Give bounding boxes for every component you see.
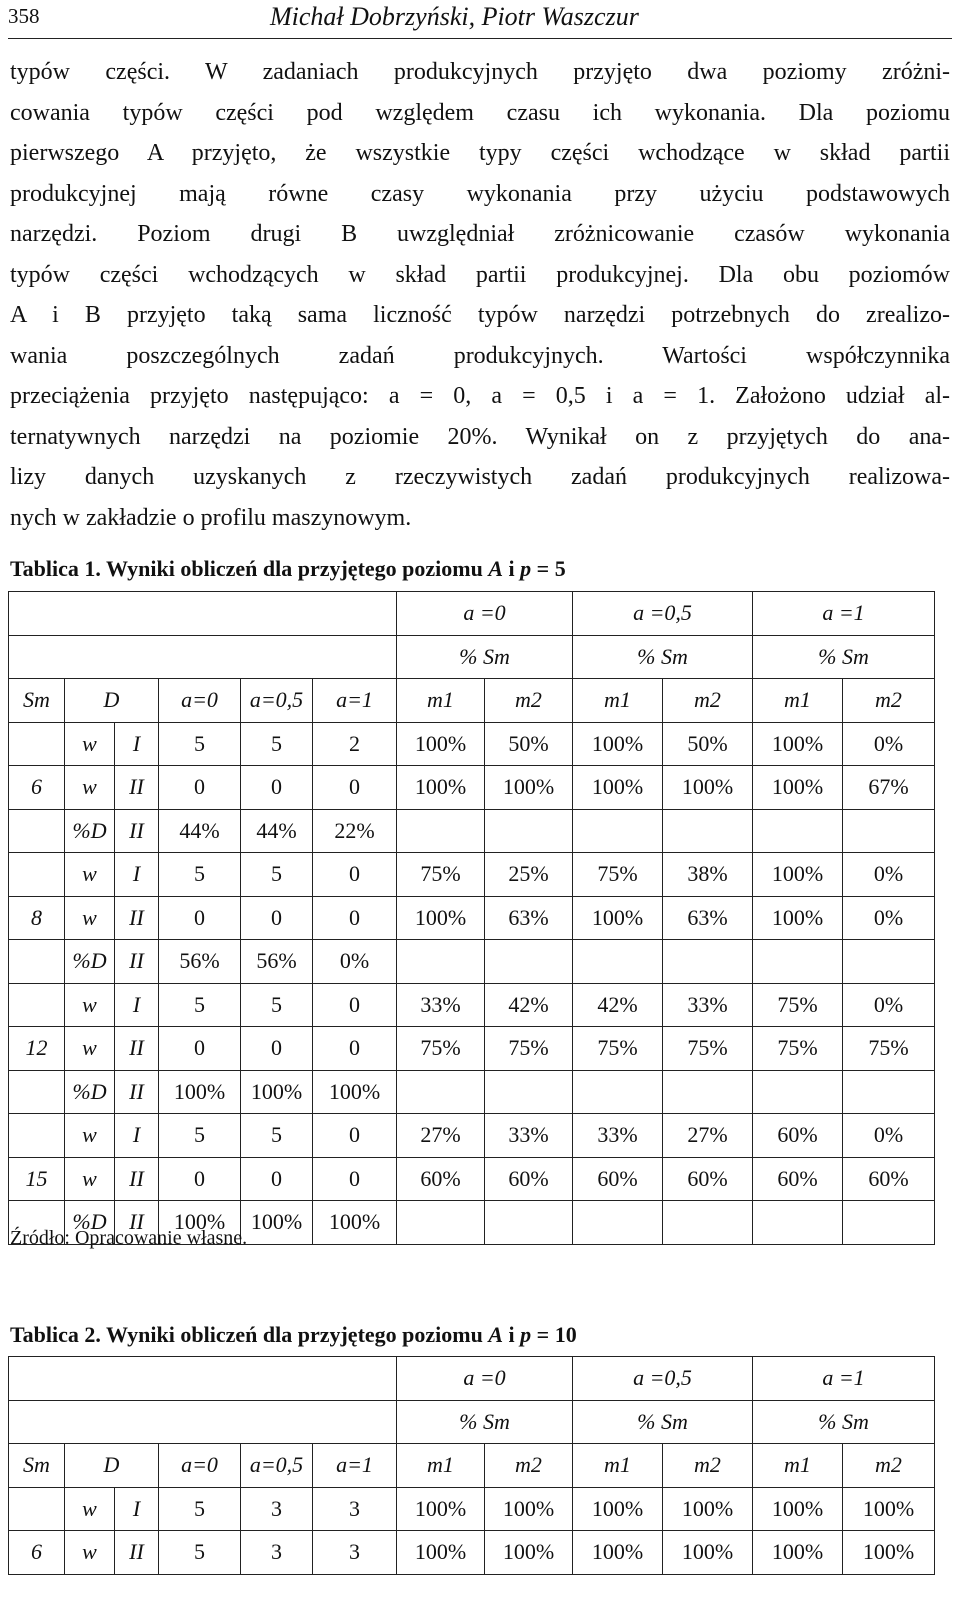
table-cell: w <box>65 1531 115 1575</box>
table-cell: 0 <box>241 1027 313 1071</box>
table-row <box>9 722 935 766</box>
table-cell: 5 <box>241 983 313 1027</box>
column-header-cell: m2 <box>663 1444 753 1488</box>
table-cell: 100% <box>753 722 843 766</box>
table-cell: 50% <box>663 722 753 766</box>
table1-caption-level: A <box>488 556 504 581</box>
table-cell <box>663 940 753 984</box>
table-cell <box>9 983 65 1027</box>
header-unit-cell: % Sm <box>573 635 753 679</box>
header-group-cell: a =0 <box>397 1357 573 1401</box>
table-cell <box>753 1201 843 1245</box>
table-cell: 0% <box>843 722 935 766</box>
table2-caption-level: A <box>488 1322 504 1347</box>
table2-caption-eq: = 10 <box>536 1322 577 1347</box>
table-row <box>9 1114 935 1158</box>
table-cell: 100% <box>241 1201 313 1245</box>
table-cell: 100% <box>663 766 753 810</box>
table-cell: 75% <box>397 1027 485 1071</box>
table-cell: 60% <box>663 1157 753 1201</box>
table-row <box>9 1070 935 1114</box>
table-cell: 56% <box>159 940 241 984</box>
table-cell: %D <box>65 809 115 853</box>
table1-caption <box>10 556 566 582</box>
table-row <box>9 853 935 897</box>
table-cell: I <box>115 983 159 1027</box>
table-cell: 33% <box>663 983 753 1027</box>
header-row <box>9 1444 935 1488</box>
table-cell: 25% <box>485 853 573 897</box>
table-row <box>9 896 935 940</box>
body-line: A i B przyjęto taką sama liczność typów narzędzi potrzebnych do zrealizo- <box>10 302 950 328</box>
table-cell: 60% <box>753 1114 843 1158</box>
table-cell: 100% <box>397 1531 485 1575</box>
table-cell: w <box>65 722 115 766</box>
table-cell: II <box>115 1070 159 1114</box>
table2-caption-text: Wyniki obliczeń dla przyjętego poziomu <box>106 1322 483 1347</box>
table-cell: 0 <box>313 896 397 940</box>
table-cell: 0 <box>159 1027 241 1071</box>
table-cell: 5 <box>159 1531 241 1575</box>
table-cell: 5 <box>241 722 313 766</box>
table-cell: 75% <box>663 1027 753 1071</box>
header-unit-cell: % Sm <box>753 635 935 679</box>
column-header-cell: D <box>65 679 159 723</box>
table-cell: 3 <box>241 1531 313 1575</box>
table-cell: 100% <box>573 722 663 766</box>
column-header-cell: a=1 <box>313 679 397 723</box>
body-line: produkcyjnej mają równe czasy wykonania przy użyciu podstawowych <box>10 180 950 207</box>
body-line: typów części. W zadaniach produkcyjnych przyjęto dwa poziomy zróżni- <box>10 59 950 85</box>
header-row <box>9 635 935 679</box>
header-unit-cell: % Sm <box>573 1400 753 1444</box>
table-cell: 5 <box>159 1487 241 1531</box>
header-group-cell: a =0,5 <box>573 1357 753 1401</box>
table-cell: 0 <box>159 1157 241 1201</box>
table-cell: 100% <box>663 1487 753 1531</box>
table-cell <box>397 809 485 853</box>
table-cell: 100% <box>753 896 843 940</box>
table1-caption-conj: i <box>508 556 515 581</box>
table-cell <box>9 722 65 766</box>
table-cell: 0% <box>313 940 397 984</box>
table-cell: II <box>115 1531 159 1575</box>
table-cell <box>573 809 663 853</box>
body-line: wania poszczególnych zadań produkcyjnych. Wartości współczynnika <box>10 342 950 369</box>
table-cell: 100% <box>573 766 663 810</box>
table-cell: 100% <box>485 1487 573 1531</box>
body-paragraph <box>10 52 950 538</box>
table-cell: 60% <box>485 1157 573 1201</box>
table-cell <box>753 809 843 853</box>
page-header <box>8 0 952 39</box>
table-cell: 0 <box>241 896 313 940</box>
table-cell: 100% <box>159 1201 241 1245</box>
table-cell <box>843 1201 935 1245</box>
table-cell: 100% <box>241 1070 313 1114</box>
header-empty-cell <box>9 1357 397 1401</box>
table-cell <box>485 809 573 853</box>
table-cell: 2 <box>313 722 397 766</box>
table-cell <box>663 1070 753 1114</box>
table-cell: w <box>65 853 115 897</box>
table-cell: 0 <box>241 1157 313 1201</box>
header-row <box>9 592 935 636</box>
table-cell: 100% <box>397 722 485 766</box>
body-line: przeciążenia przyjęto następująco: a = 0, a = 0,5 i a = 1. Założono udział al- <box>10 383 950 409</box>
body-line: cowania typów części pod względem czasu ich wykonania. Dla poziomu <box>10 99 950 126</box>
body-line: narzędzi. Poziom drugi B uwzględniał zróżnicowanie czasów wykonania <box>10 221 950 247</box>
table-cell: w <box>65 1027 115 1071</box>
table-cell: 100% <box>573 1531 663 1575</box>
table-cell: I <box>115 853 159 897</box>
column-header-cell: Sm <box>9 679 65 723</box>
body-line: ternatywnych narzędzi na poziomie 20%. Wynikał on z przyjętych do ana- <box>10 423 950 450</box>
table1-caption-eq: = 5 <box>536 556 566 581</box>
header-group-cell: a =1 <box>753 1357 935 1401</box>
table-cell: 5 <box>159 722 241 766</box>
table-cell: 0% <box>843 853 935 897</box>
table-cell: 100% <box>397 1487 485 1531</box>
table-cell: 38% <box>663 853 753 897</box>
table-cell: 0 <box>313 853 397 897</box>
header-row <box>9 1400 935 1444</box>
table-cell: 100% <box>753 1487 843 1531</box>
table-cell: 100% <box>573 1487 663 1531</box>
header-group-cell: a =1 <box>753 592 935 636</box>
table-cell: 75% <box>485 1027 573 1071</box>
table-cell: 22% <box>313 809 397 853</box>
table-cell: w <box>65 983 115 1027</box>
table-cell <box>485 940 573 984</box>
table-cell: w <box>65 1114 115 1158</box>
table-cell: 0% <box>843 1114 935 1158</box>
table2-caption-conj: i <box>508 1322 515 1347</box>
table-cell: I <box>115 1487 159 1531</box>
table-cell: 50% <box>485 722 573 766</box>
table-cell: 75% <box>843 1027 935 1071</box>
body-line: typów części wchodzących w skład partii produkcyjnej. Dla obu poziomów <box>10 261 950 288</box>
table-cell: 0 <box>313 1027 397 1071</box>
table-cell: 5 <box>241 853 313 897</box>
column-header-cell: a=0,5 <box>241 679 313 723</box>
table-cell <box>843 940 935 984</box>
table-cell: w <box>65 896 115 940</box>
column-header-cell: m1 <box>397 679 485 723</box>
table-cell: 100% <box>485 1531 573 1575</box>
table-cell: 75% <box>753 1027 843 1071</box>
table1-caption-p: p <box>520 556 532 581</box>
table2-caption <box>10 1322 577 1348</box>
column-header-cell: m1 <box>573 1444 663 1488</box>
table-cell: 100% <box>397 766 485 810</box>
table-cell: 100% <box>397 896 485 940</box>
table-cell: II <box>115 1201 159 1245</box>
table-cell: 42% <box>573 983 663 1027</box>
table-cell: %D <box>65 940 115 984</box>
table-row <box>9 809 935 853</box>
column-header-cell: a=0,5 <box>241 1444 313 1488</box>
header-group-cell: a =0 <box>397 592 573 636</box>
table-cell: 33% <box>397 983 485 1027</box>
table-cell: 0 <box>159 766 241 810</box>
table2-caption-p: p <box>520 1322 532 1347</box>
table-cell: 75% <box>573 1027 663 1071</box>
table-cell <box>753 1070 843 1114</box>
table-cell: 27% <box>397 1114 485 1158</box>
table-cell: 63% <box>485 896 573 940</box>
table-cell: 60% <box>573 1157 663 1201</box>
table-row <box>9 1531 935 1575</box>
header-empty-cell <box>9 592 397 636</box>
header-row <box>9 679 935 723</box>
table-cell: 27% <box>663 1114 753 1158</box>
table-cell: %D <box>65 1201 115 1245</box>
column-header-cell: m2 <box>663 679 753 723</box>
table-cell <box>663 809 753 853</box>
table-cell: 0 <box>159 896 241 940</box>
table-cell: 3 <box>313 1531 397 1575</box>
table-cell <box>9 1070 65 1114</box>
table-cell: 5 <box>241 1114 313 1158</box>
table-cell: w <box>65 1157 115 1201</box>
table-cell <box>573 940 663 984</box>
table-cell: 100% <box>159 1070 241 1114</box>
column-header-cell: m1 <box>397 1444 485 1488</box>
column-header-cell: a=0 <box>159 679 241 723</box>
table-cell <box>843 809 935 853</box>
table-cell: w <box>65 766 115 810</box>
table-cell <box>485 1070 573 1114</box>
table-cell: 0 <box>313 1157 397 1201</box>
table-row <box>9 1027 935 1071</box>
table-cell: 5 <box>159 853 241 897</box>
table-cell: 8 <box>9 896 65 940</box>
header-unit-cell: % Sm <box>753 1400 935 1444</box>
table-cell: II <box>115 940 159 984</box>
table-cell: II <box>115 809 159 853</box>
table-cell: 3 <box>241 1487 313 1531</box>
table-cell: 0% <box>843 983 935 1027</box>
table-cell: 0 <box>241 766 313 810</box>
running-title: Michał Dobrzyński, Piotr Waszczur <box>270 2 639 31</box>
table-cell: 15 <box>9 1157 65 1201</box>
table-cell: 63% <box>663 896 753 940</box>
table-cell <box>9 809 65 853</box>
table-cell: 100% <box>313 1201 397 1245</box>
results-table-2 <box>8 1356 935 1575</box>
table-cell: w <box>65 1487 115 1531</box>
results-table-1 <box>8 591 935 1245</box>
table1-source: Źródło: Opracowanie własne. <box>10 1227 248 1249</box>
table-row <box>9 1487 935 1531</box>
table-cell: 75% <box>753 983 843 1027</box>
table-cell: 75% <box>397 853 485 897</box>
table-cell: 100% <box>843 1487 935 1531</box>
table-row <box>9 983 935 1027</box>
table-cell <box>9 1114 65 1158</box>
table-cell: 100% <box>663 1531 753 1575</box>
table-cell: 100% <box>753 766 843 810</box>
body-line: nych w zakładzie o profilu maszynowym. <box>10 504 412 531</box>
table-row <box>9 766 935 810</box>
table-cell <box>9 853 65 897</box>
column-header-cell: m2 <box>843 679 935 723</box>
table-cell: 0 <box>313 983 397 1027</box>
table-cell <box>397 940 485 984</box>
header-unit-cell: % Sm <box>397 635 573 679</box>
column-header-cell: m1 <box>573 679 663 723</box>
column-header-cell: m1 <box>753 679 843 723</box>
table-cell: 60% <box>843 1157 935 1201</box>
column-header-cell: m2 <box>843 1444 935 1488</box>
table-cell <box>397 1070 485 1114</box>
header-unit-cell: % Sm <box>397 1400 573 1444</box>
table-cell: 100% <box>843 1531 935 1575</box>
table-cell: 100% <box>313 1070 397 1114</box>
table-cell: 33% <box>485 1114 573 1158</box>
table-cell <box>9 1487 65 1531</box>
table-cell: 3 <box>313 1487 397 1531</box>
table-cell: 0% <box>843 896 935 940</box>
table-cell: 100% <box>573 896 663 940</box>
table2-caption-label: Tablica 2. <box>10 1322 101 1347</box>
table-cell: 6 <box>9 766 65 810</box>
table-cell: II <box>115 1157 159 1201</box>
table-cell <box>573 1201 663 1245</box>
table-cell: 100% <box>485 766 573 810</box>
table-cell <box>9 940 65 984</box>
table-cell: 6 <box>9 1531 65 1575</box>
table-cell: 100% <box>753 1531 843 1575</box>
table-cell: 12 <box>9 1027 65 1071</box>
table-cell: I <box>115 722 159 766</box>
table1-caption-label: Tablica 1. <box>10 556 101 581</box>
table-cell <box>663 1201 753 1245</box>
column-header-cell: a=1 <box>313 1444 397 1488</box>
table-cell <box>843 1070 935 1114</box>
table-cell: %D <box>65 1070 115 1114</box>
page-number: 358 <box>8 4 40 28</box>
table-row <box>9 1157 935 1201</box>
table-cell: 60% <box>753 1157 843 1201</box>
table1-caption-text: Wyniki obliczeń dla przyjętego poziomu <box>106 556 483 581</box>
table-cell: 60% <box>397 1157 485 1201</box>
table-cell: II <box>115 896 159 940</box>
body-line: lizy danych uzyskanych z rzeczywistych zadań produkcyjnych realizowa- <box>10 464 950 490</box>
table-cell: 44% <box>159 809 241 853</box>
table-cell: II <box>115 766 159 810</box>
table-cell: 100% <box>753 853 843 897</box>
table-cell: 44% <box>241 809 313 853</box>
header-empty-cell <box>9 1400 397 1444</box>
table-cell: II <box>115 1027 159 1071</box>
table-cell <box>485 1201 573 1245</box>
table-row <box>9 940 935 984</box>
table-cell: 0 <box>313 1114 397 1158</box>
table-cell: 5 <box>159 1114 241 1158</box>
column-header-cell: m2 <box>485 1444 573 1488</box>
header-group-cell: a =0,5 <box>573 592 753 636</box>
table-cell: 67% <box>843 766 935 810</box>
column-header-cell: a=0 <box>159 1444 241 1488</box>
body-line: pierwszego A przyjęto, że wszystkie typy części wchodzące w skład partii <box>10 140 950 166</box>
column-header-cell: m1 <box>753 1444 843 1488</box>
table-cell: 42% <box>485 983 573 1027</box>
table-cell: 33% <box>573 1114 663 1158</box>
table-cell <box>753 940 843 984</box>
column-header-cell: m2 <box>485 679 573 723</box>
table-cell: 75% <box>573 853 663 897</box>
table-cell: 5 <box>159 983 241 1027</box>
header-row <box>9 1357 935 1401</box>
table-cell: 0 <box>313 766 397 810</box>
column-header-cell: D <box>65 1444 159 1488</box>
table-cell: 56% <box>241 940 313 984</box>
column-header-cell: Sm <box>9 1444 65 1488</box>
table-cell <box>397 1201 485 1245</box>
header-empty-cell <box>9 635 397 679</box>
table-cell: I <box>115 1114 159 1158</box>
table-cell <box>573 1070 663 1114</box>
